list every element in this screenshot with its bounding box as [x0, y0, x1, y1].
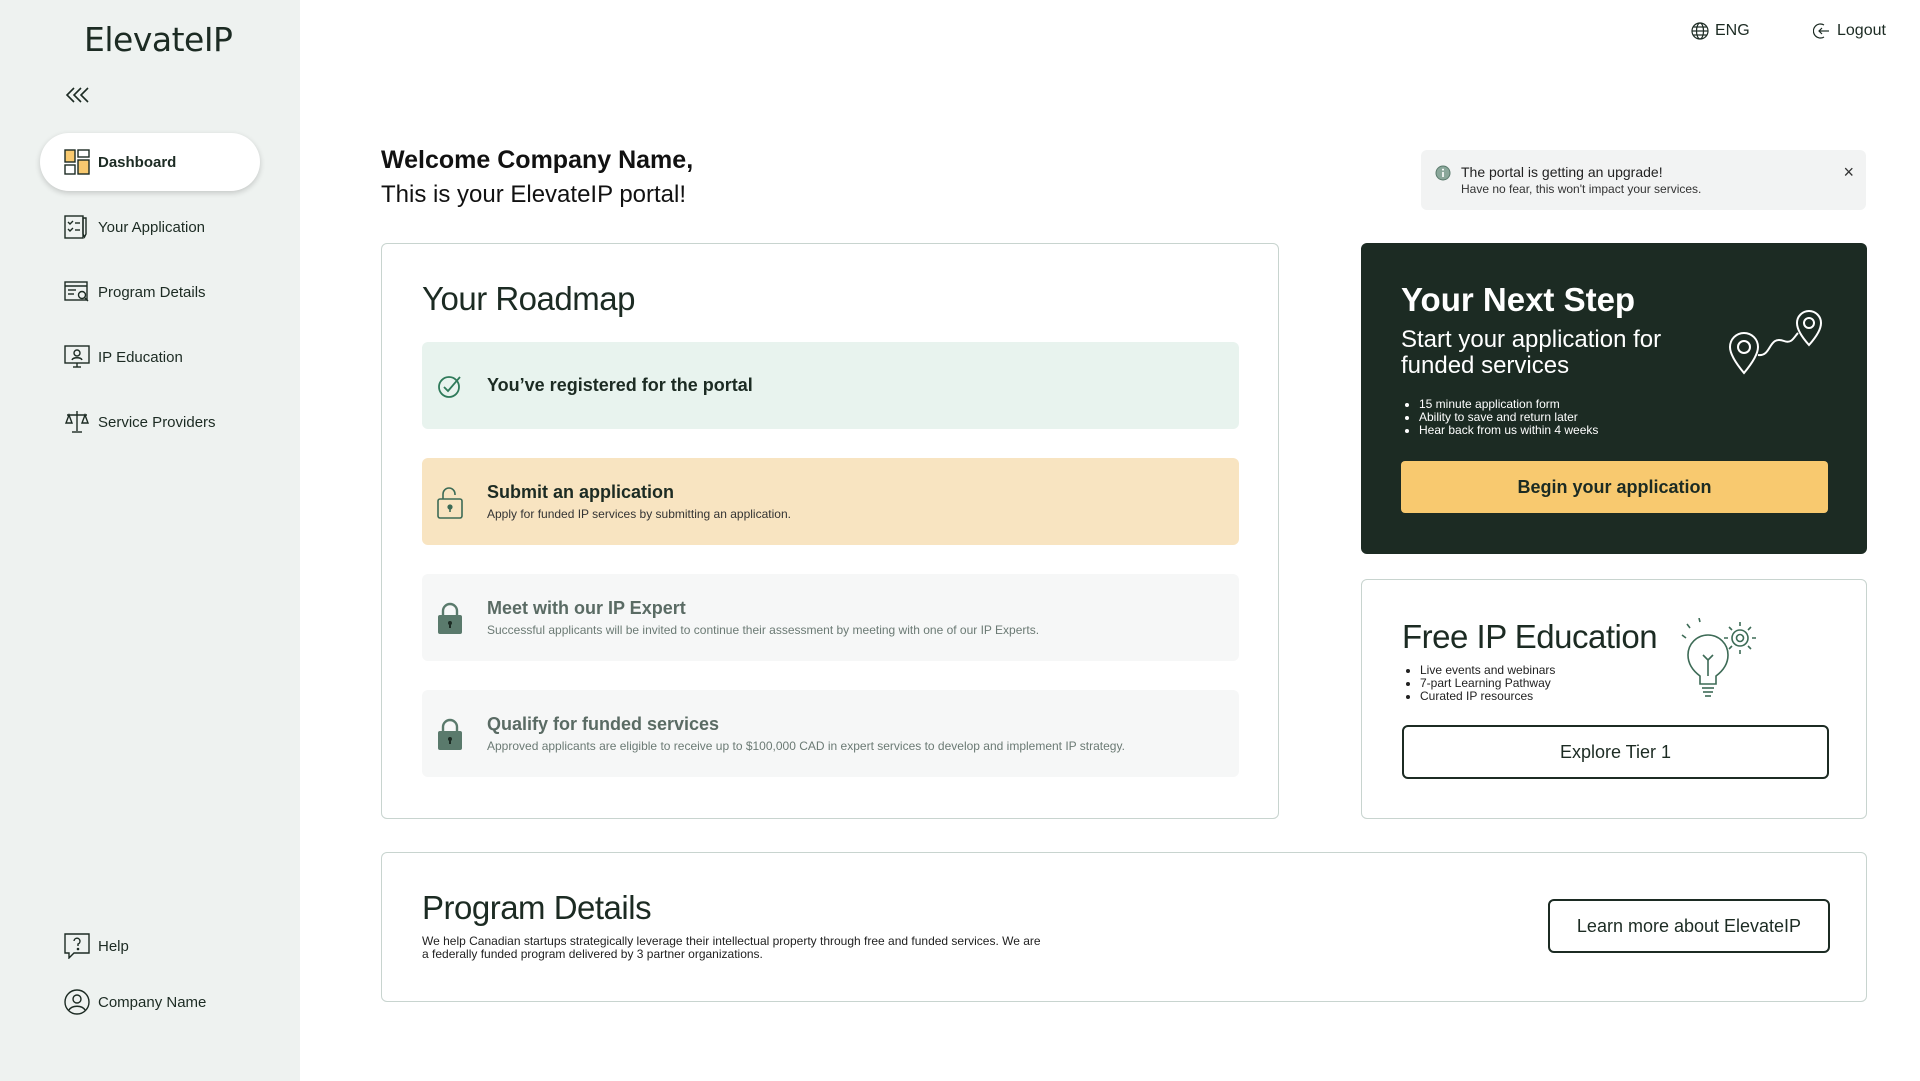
begin-application-button[interactable]: Begin your application	[1401, 461, 1828, 513]
program-title: Program Details	[422, 889, 652, 926]
welcome-title: Welcome Company Name,	[381, 146, 694, 174]
lightbulb-gear-icon	[1680, 618, 1760, 702]
sidebar-item-dashboard[interactable]	[40, 133, 260, 191]
brand-logo: ElevateIP	[84, 20, 233, 59]
roadmap-step-submit-application[interactable]	[422, 458, 1239, 545]
logout-icon	[1813, 22, 1831, 40]
roadmap-step-registered	[422, 342, 1239, 429]
next-step-bullets	[1419, 398, 1598, 437]
sidebar-item-ip-education[interactable]	[40, 328, 260, 386]
sidebar-item-label: Your Application	[98, 218, 206, 236]
bullet-item: • Curated IP resources	[1420, 690, 1555, 703]
roadmap-step-qualify	[422, 690, 1239, 777]
step-title: Qualify for funded services	[487, 714, 720, 734]
welcome-heading	[381, 146, 693, 209]
next-step-card	[1361, 243, 1867, 554]
sidebar-item-program-details[interactable]	[40, 263, 260, 321]
language-label: ENG	[1715, 22, 1750, 39]
bullet-item: • Hear back from us within 4 weeks	[1419, 424, 1598, 437]
help-icon	[64, 933, 90, 959]
education-bullets	[1420, 664, 1555, 703]
check-circle-icon	[436, 369, 464, 403]
language-selector[interactable]	[1691, 22, 1750, 40]
step-description: Approved applicants are eligible to receive up to $100,000 CAD in expert services to develop and implement IP strategy.	[487, 739, 1125, 753]
sidebar	[0, 0, 300, 1081]
program-description: We help Canadian startups strategically leverage their intellectual property through free and funded services. We are a federally funded program delivered by 3 partner organizations.	[422, 934, 1041, 961]
sidebar-item-service-providers[interactable]	[40, 393, 260, 451]
learn-more-button[interactable]: Learn more about ElevateIP	[1548, 899, 1830, 953]
roadmap-card	[381, 243, 1279, 819]
welcome-subtitle: This is your ElevateIP portal!	[381, 181, 687, 208]
sidebar-item-label: IP Education	[98, 348, 183, 366]
close-icon[interactable]: ×	[1843, 162, 1854, 182]
program-icon	[64, 279, 90, 305]
bullet-item: • Live events and webinars	[1420, 664, 1555, 677]
roadmap-title: Your Roadmap	[422, 280, 635, 317]
roadmap-step-meet-expert	[422, 574, 1239, 661]
step-description: Apply for funded IP services by submitting an application.	[487, 507, 791, 521]
lock-icon	[436, 717, 464, 751]
education-icon	[64, 344, 90, 370]
collapse-sidebar-icon[interactable]	[64, 84, 92, 106]
upgrade-notice	[1421, 150, 1866, 210]
sidebar-item-label: Service Providers	[98, 413, 216, 431]
explore-tier1-button[interactable]: Explore Tier 1	[1402, 725, 1829, 779]
user-icon	[64, 989, 90, 1015]
lock-icon	[436, 601, 464, 635]
account-label: Company Name	[98, 993, 207, 1011]
bullet-item: • 15 minute application form	[1419, 398, 1598, 411]
next-step-title: Your Next Step	[1401, 281, 1636, 318]
info-icon	[1435, 165, 1451, 181]
step-title: Submit an application	[487, 482, 675, 502]
unlocked-icon	[436, 485, 464, 519]
notice-message: Have no fear, this won't impact your services.	[1461, 182, 1702, 196]
program-details-card	[381, 852, 1867, 1002]
bullet-item: • Ability to save and return later	[1419, 411, 1598, 424]
sidebar-help[interactable]	[64, 933, 129, 959]
dashboard-icon	[64, 149, 90, 175]
scales-icon	[64, 409, 90, 435]
sidebar-item-label: Program Details	[98, 283, 206, 301]
notice-title: The portal is getting an upgrade!	[1461, 164, 1663, 180]
logout-button[interactable]	[1813, 22, 1886, 40]
application-icon	[64, 214, 90, 240]
map-route-icon	[1727, 293, 1837, 379]
step-title: Meet with our IP Expert	[487, 598, 686, 618]
free-education-card	[1361, 579, 1867, 819]
globe-icon	[1691, 22, 1709, 40]
bullet-item: • 7-part Learning Pathway	[1420, 677, 1555, 690]
help-label: Help	[98, 937, 129, 955]
step-title: You’ve registered for the portal	[487, 375, 753, 395]
logout-label: Logout	[1837, 22, 1886, 39]
sidebar-item-your-application[interactable]	[40, 198, 260, 256]
education-title: Free IP Education	[1402, 618, 1658, 655]
sidebar-account[interactable]	[64, 989, 206, 1015]
next-step-subtitle: Start your application for funded services	[1401, 326, 1662, 379]
sidebar-item-label: Dashboard	[98, 153, 177, 171]
step-description: Successful applicants will be invited to continue their assessment by meeting with one of our IP Experts.	[487, 623, 1040, 637]
